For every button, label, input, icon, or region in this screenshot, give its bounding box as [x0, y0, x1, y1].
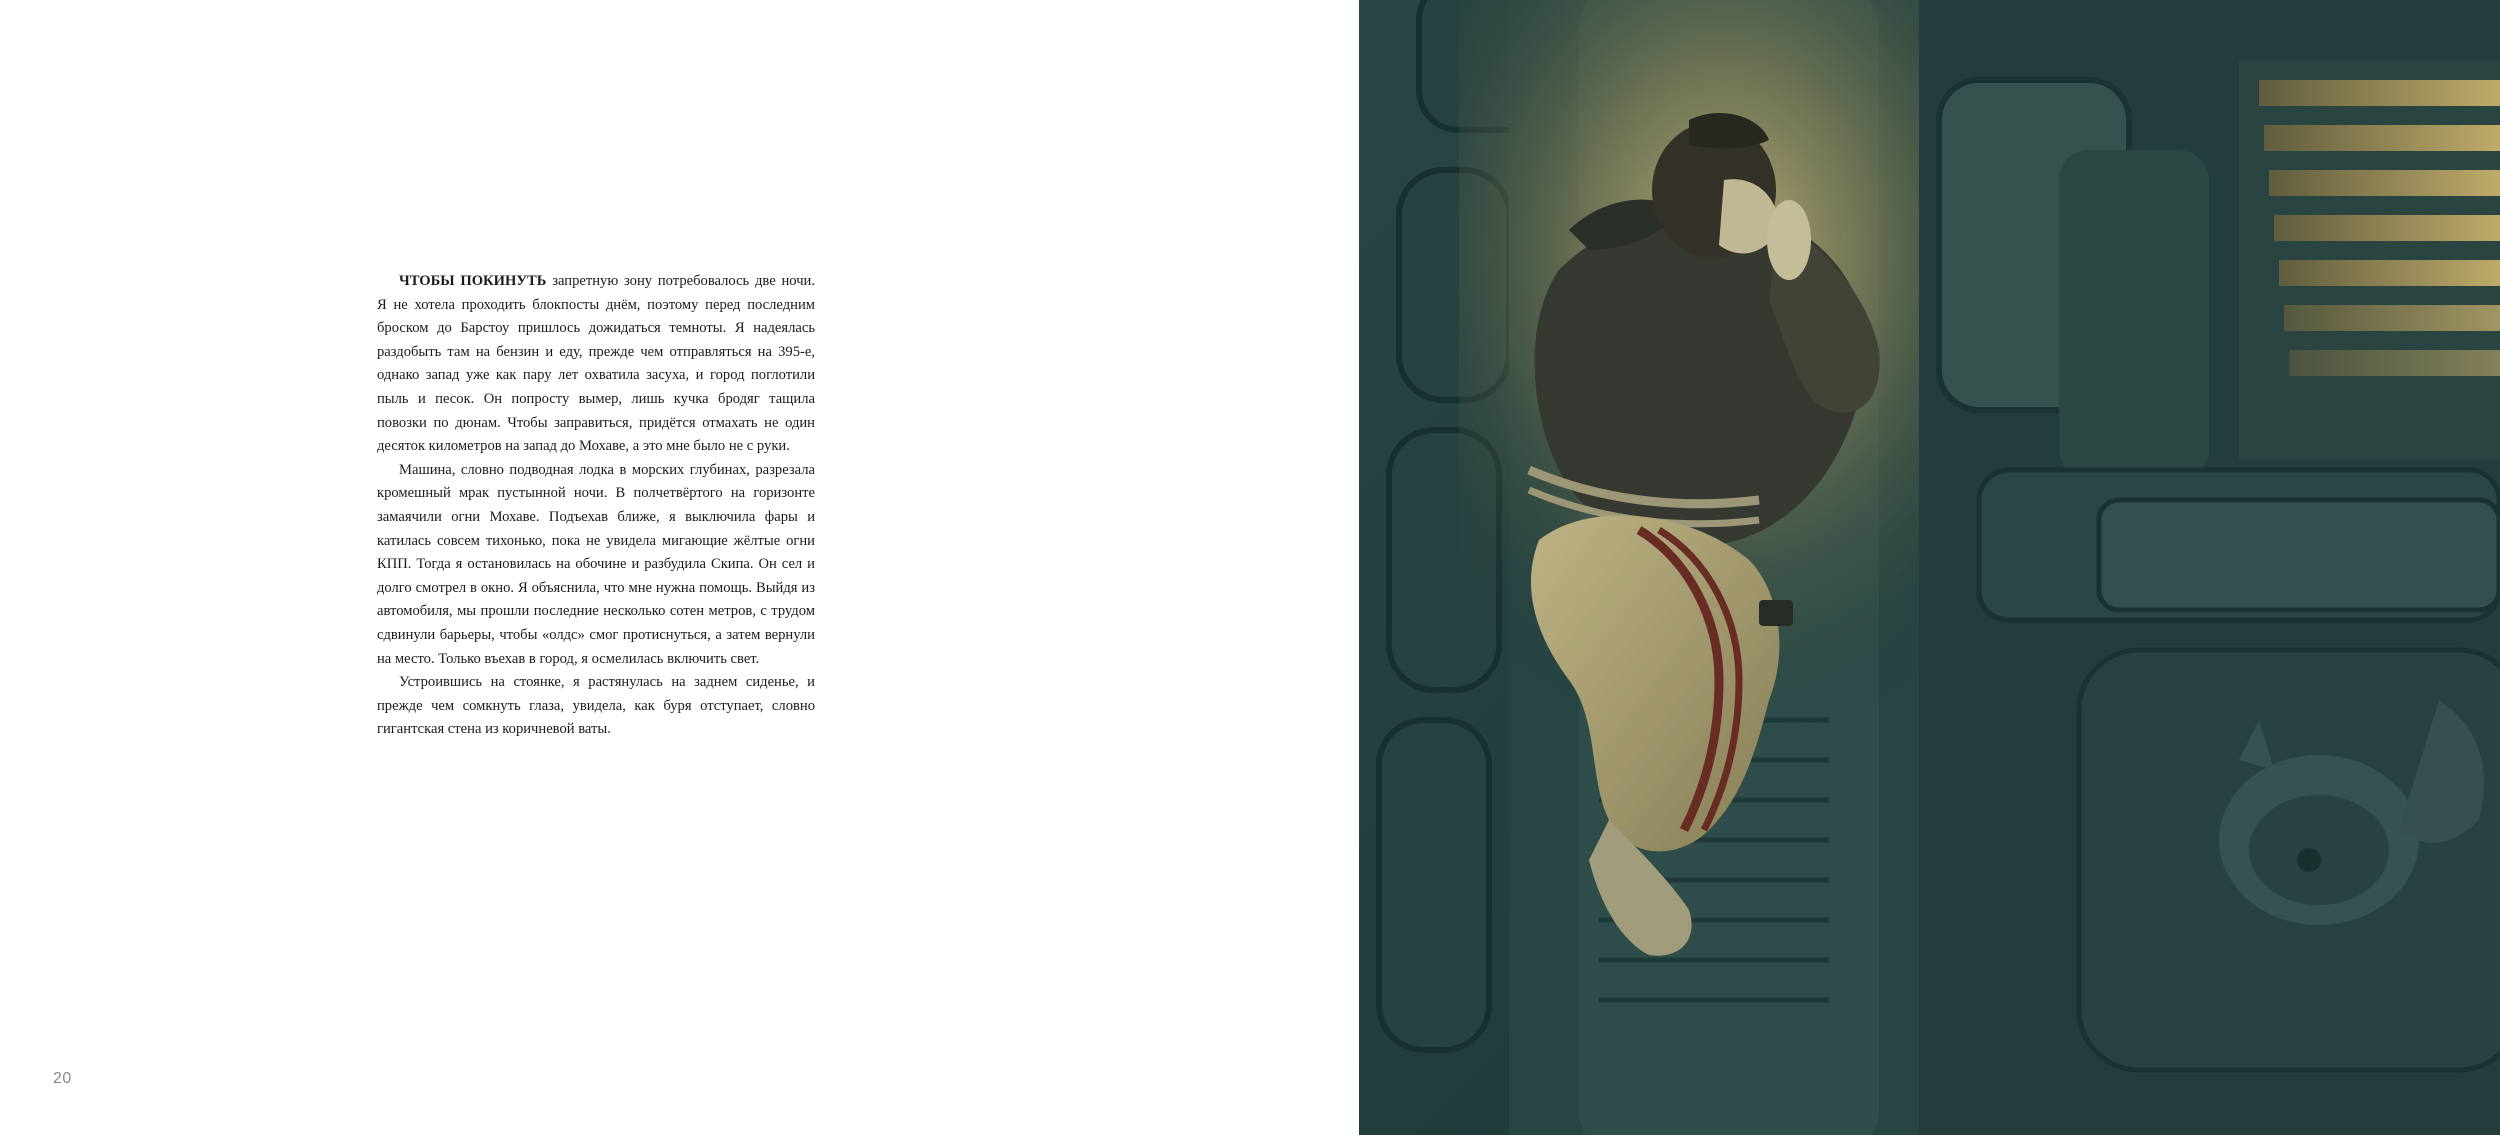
paragraph-3: Устроившись на стоянке, я растянулась на заднем сиденье, и прежде чем сомкнуть глаза, увидела, как буря отступает, словно гигантская стена из коричневой ваты. [377, 674, 815, 738]
sleeping-girl-image [1359, 0, 2500, 1135]
illustration [1359, 0, 2500, 1135]
paragraph-1 [377, 270, 815, 459]
lead-in: ЧТОБЫ ПОКИНУТЬ [399, 273, 547, 289]
page-number: 20 [53, 1070, 72, 1087]
story-text [377, 270, 815, 742]
paragraph-2: Машина, словно подводная лодка в морских глубинах, разрезала кромешный мрак пустынной ночи. В полчетвёртого на горизонте замаячили огни Мохаве. Подъехав ближе, я выключила фары и катилась совсем тихонько, пока не увидела мигающие жёлтые огни КПП. Тогда я остановилась на обочине и разбудила Скипа. Он сел и долго смотрел в окно. Я объяснила, что мне нужна помощь. Выйдя из автомобиля, мы прошли последние несколько сотен метров, с трудом сдвинули барьеры, чтобы «олдс» смог протиснуться, а затем вернули на место. Только въехав в город, я осмелилась включить свет. [377, 461, 815, 667]
paragraph-1-text: запретную зону потребовалось две ночи. Я не хотела проходить блокпосты днём, поэтому перед последним броском до Барстоу пришлось дожидаться темноты. Я надеялась раздобыть там на бензин и еду, прежде чем отправляться на 395-е, однако запад уже как пару лет охватила засуха, и город поглотили пыль и песок. Он попросту вымер, лишь кучка бродяг тащила повозки по дюнам. Чтобы заправиться, придётся отмахать не один десяток километров на запад до Мохаве, а это мне было не с руки. [377, 273, 815, 455]
